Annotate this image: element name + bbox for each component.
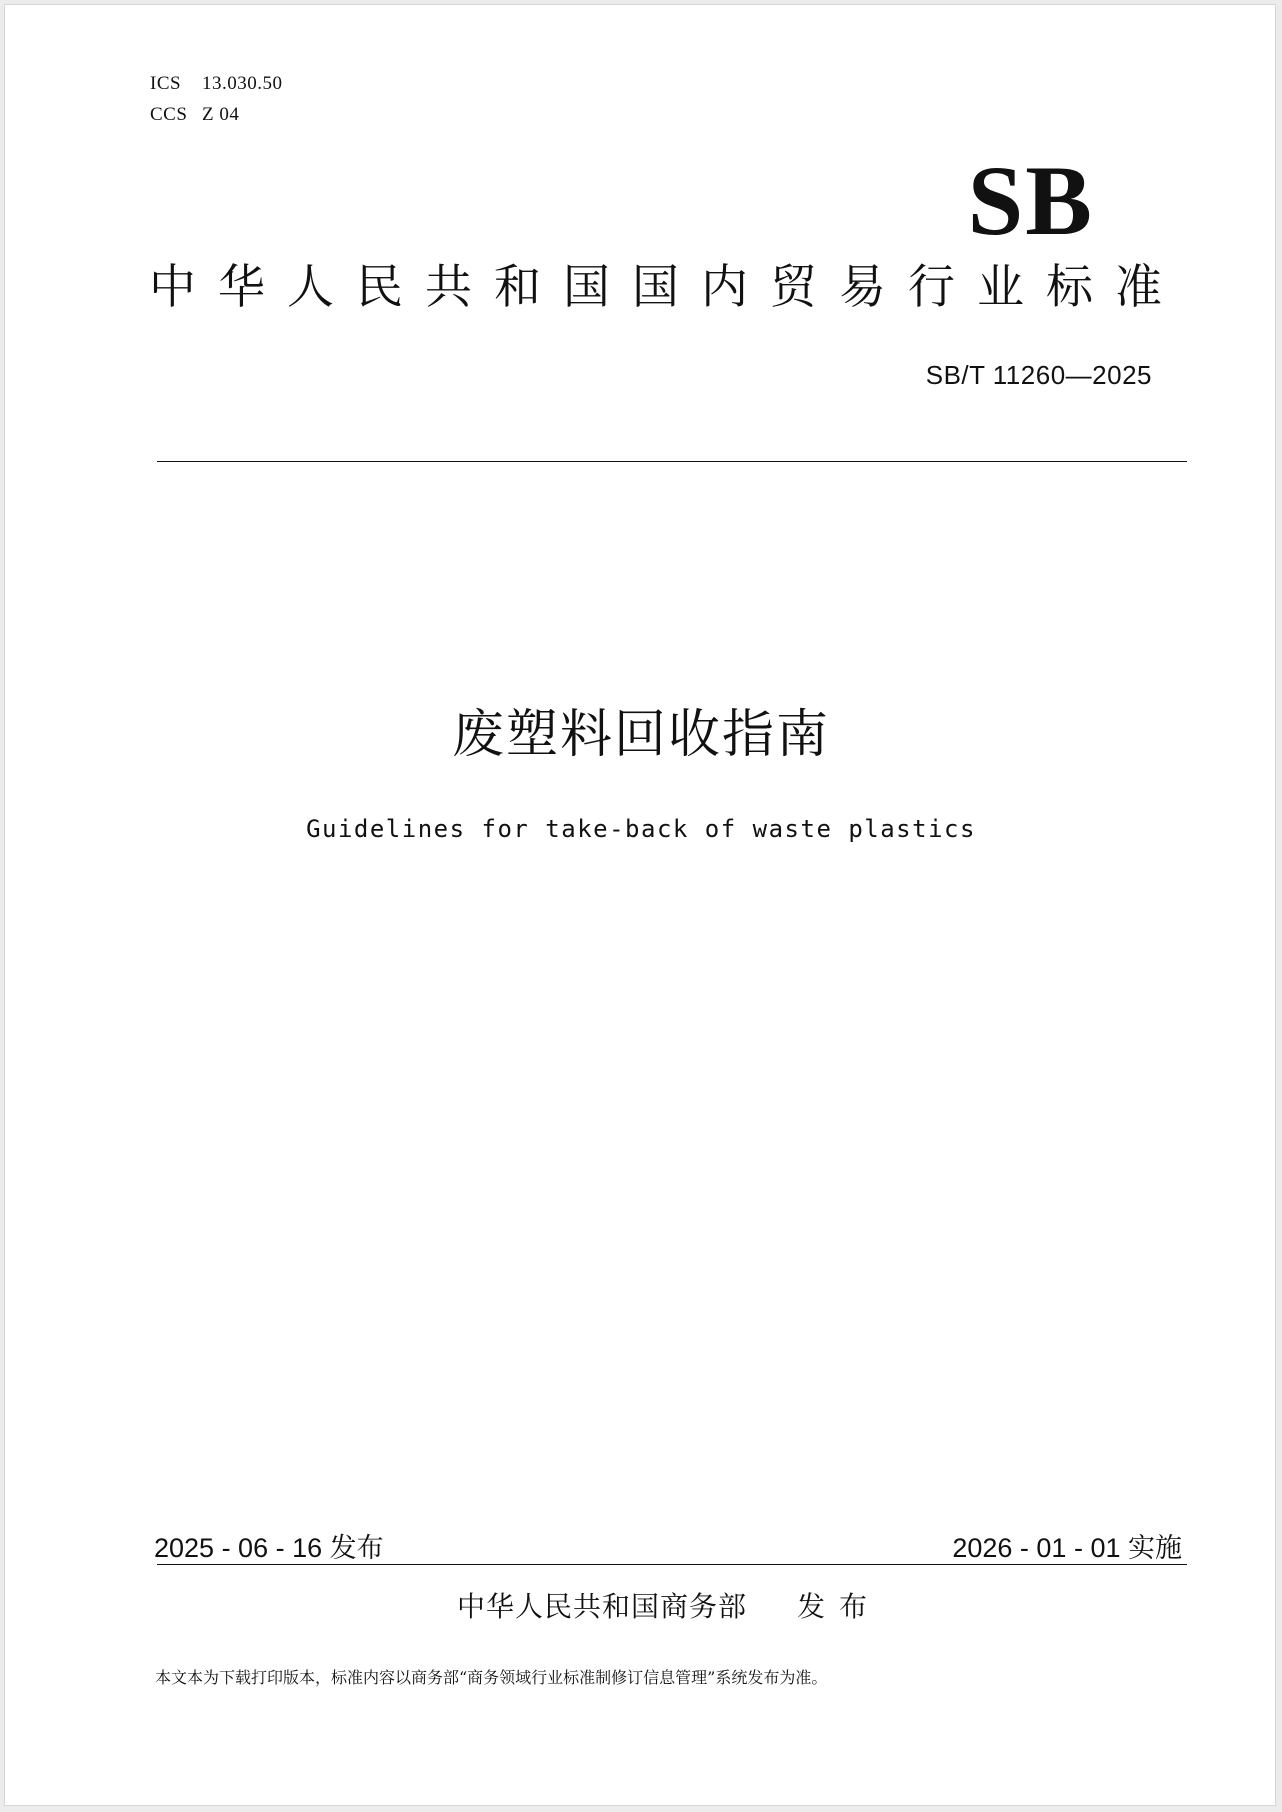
standard-mark-logo: SB [967, 145, 1094, 256]
ics-label: ICS [150, 73, 182, 94]
release-date-line [154, 1526, 384, 1565]
top-divider [157, 461, 1187, 462]
implementation-label: 实施 [1128, 1533, 1182, 1563]
ccs-classification [150, 104, 239, 126]
bottom-divider [157, 1564, 1187, 1565]
standard-number: SB/T 11260—2025 [925, 360, 1152, 390]
ccs-code: Z 04 [202, 104, 240, 125]
ccs-label: CCS [150, 104, 188, 125]
document-title-english: Guidelines for take-back of waste plastics [306, 815, 976, 843]
document-cover-page [4, 4, 1276, 1806]
implementation-date-line [952, 1526, 1182, 1565]
download-version-note: 本文本为下载打印版本，标准内容以商务部“商务领域行业标准制修订信息管理”系统发布为准。 [155, 1668, 828, 1687]
ics-code: 13.030.50 [202, 73, 283, 94]
release-label: 发布 [329, 1533, 384, 1563]
document-title-chinese: 废塑料回收指南 [451, 705, 830, 765]
ics-classification [150, 73, 283, 95]
issuer-action: 发布 [797, 1590, 882, 1623]
industry-standard-title: 中华人民共和国国内贸易行业标准 [149, 260, 1184, 315]
issuer-name: 中华人民共和国商务部 [457, 1590, 748, 1623]
issuing-authority-line [457, 1585, 881, 1625]
release-date: 2025 - 06 - 16 [154, 1533, 323, 1563]
implementation-date: 2026 - 01 - 01 [952, 1533, 1121, 1563]
